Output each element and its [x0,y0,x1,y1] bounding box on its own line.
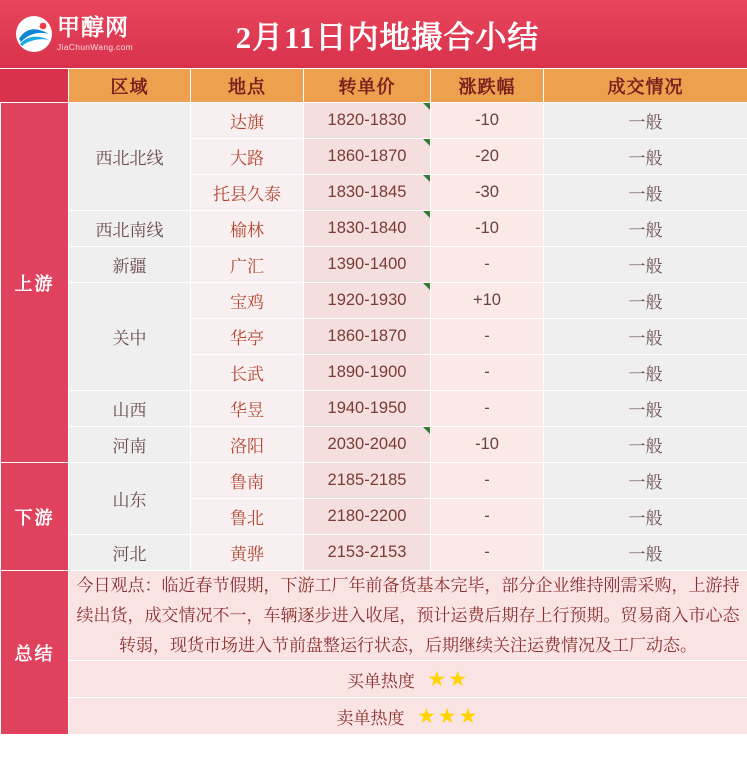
region-cell: 河南 [69,427,191,463]
change-cell: - [431,247,544,283]
change-cell: - [431,535,544,571]
buy-heat-cell [69,661,747,698]
table-row [1,103,747,139]
note-marker-icon [423,211,430,218]
column-header-place: 地点 [191,69,304,103]
table-row [1,391,747,427]
table-footer [1,571,747,735]
sell-heat-stars: ★★★ [416,704,480,728]
price-cell: 1820-1830 [304,103,431,139]
region-cell: 新疆 [69,247,191,283]
place-cell: 华昱 [191,391,304,427]
table-row [1,463,747,499]
table-row [1,283,747,319]
summary-side-label: 总结 [1,571,69,735]
deal-cell: 一般 [544,535,747,571]
sell-heat-label: 卖单热度 [336,708,405,728]
change-cell: -10 [431,427,544,463]
column-header-corner [1,69,69,103]
region-cell: 西北南线 [69,211,191,247]
column-header-region: 区域 [69,69,191,103]
sell-heat-cell [69,698,747,735]
change-cell: -10 [431,103,544,139]
place-cell: 鲁北 [191,499,304,535]
page-title: 2月11日内地撮合小结 [235,19,540,55]
change-cell: -10 [431,211,544,247]
price-cell: 1830-1840 [304,211,431,247]
table-body [1,103,747,571]
region-cell: 山西 [69,391,191,427]
deal-cell: 一般 [544,391,747,427]
place-cell: 托县久泰 [191,175,304,211]
change-cell: - [431,391,544,427]
deal-cell: 一般 [544,247,747,283]
wave-logo-icon [15,15,53,53]
buy-heat-row [1,661,747,698]
table-row [1,427,747,463]
table-row [1,247,747,283]
deal-cell: 一般 [544,211,747,247]
column-header-deal: 成交情况 [544,69,747,103]
deal-cell: 一般 [544,499,747,535]
column-header-price: 转单价 [304,69,431,103]
logo-text-en: JiaChunWang.com [57,42,133,53]
deal-cell: 一般 [544,139,747,175]
place-cell: 长武 [191,355,304,391]
change-cell: - [431,319,544,355]
note-marker-icon [423,175,430,182]
deal-cell: 一般 [544,319,747,355]
place-cell: 鲁南 [191,463,304,499]
deal-cell: 一般 [544,175,747,211]
place-cell: 洛阳 [191,427,304,463]
change-cell: - [431,355,544,391]
region-cell: 山东 [69,463,191,535]
note-marker-icon [423,283,430,290]
region-cell: 西北北线 [69,103,191,211]
price-cell: 2185-2185 [304,463,431,499]
price-cell: 1920-1930 [304,283,431,319]
page-header [0,0,747,68]
note-marker-icon [423,427,430,434]
place-cell: 宝鸡 [191,283,304,319]
buy-heat-stars: ★★ [427,667,470,691]
change-cell: -30 [431,175,544,211]
price-cell: 1830-1845 [304,175,431,211]
buy-heat-label: 买单热度 [346,671,415,691]
deal-cell: 一般 [544,103,747,139]
price-cell: 1860-1870 [304,139,431,175]
table-row [1,211,747,247]
column-header-change: 涨跌幅 [431,69,544,103]
price-cell: 1940-1950 [304,391,431,427]
sell-heat-row [1,698,747,735]
deal-cell: 一般 [544,355,747,391]
place-cell: 大路 [191,139,304,175]
price-cell: 2030-2040 [304,427,431,463]
change-cell: +10 [431,283,544,319]
table-row [1,535,747,571]
price-table [0,68,747,735]
place-cell: 榆林 [191,211,304,247]
change-cell: - [431,463,544,499]
summary-text: 今日观点：临近春节假期，下游工厂年前备货基本完毕，部分企业维持刚需采购，上游持续出货，成交情况不一，车辆逐步进入收尾，预计运费后期存上行预期。贸易商入市心态转弱，现货市场进入节前盘整运行状态，后期继续关注运费情况及工厂动态。 [69,571,747,661]
table-header-row [1,69,747,103]
place-cell: 黄骅 [191,535,304,571]
deal-cell: 一般 [544,283,747,319]
place-cell: 华亭 [191,319,304,355]
region-cell: 河北 [69,535,191,571]
logo-text-cn: 甲醇网 [57,14,129,41]
price-cell: 2180-2200 [304,499,431,535]
price-cell: 1860-1870 [304,319,431,355]
note-marker-icon [423,139,430,146]
side-label-cell: 下游 [1,463,69,571]
site-logo[interactable] [0,0,148,68]
change-cell: - [431,499,544,535]
deal-cell: 一般 [544,463,747,499]
side-label-cell: 上游 [1,103,69,463]
price-cell: 1890-1900 [304,355,431,391]
summary-row [1,571,747,661]
place-cell: 达旗 [191,103,304,139]
place-cell: 广汇 [191,247,304,283]
deal-cell: 一般 [544,427,747,463]
region-cell: 关中 [69,283,191,391]
change-cell: -20 [431,139,544,175]
note-marker-icon [423,103,430,110]
price-cell: 2153-2153 [304,535,431,571]
price-cell: 1390-1400 [304,247,431,283]
